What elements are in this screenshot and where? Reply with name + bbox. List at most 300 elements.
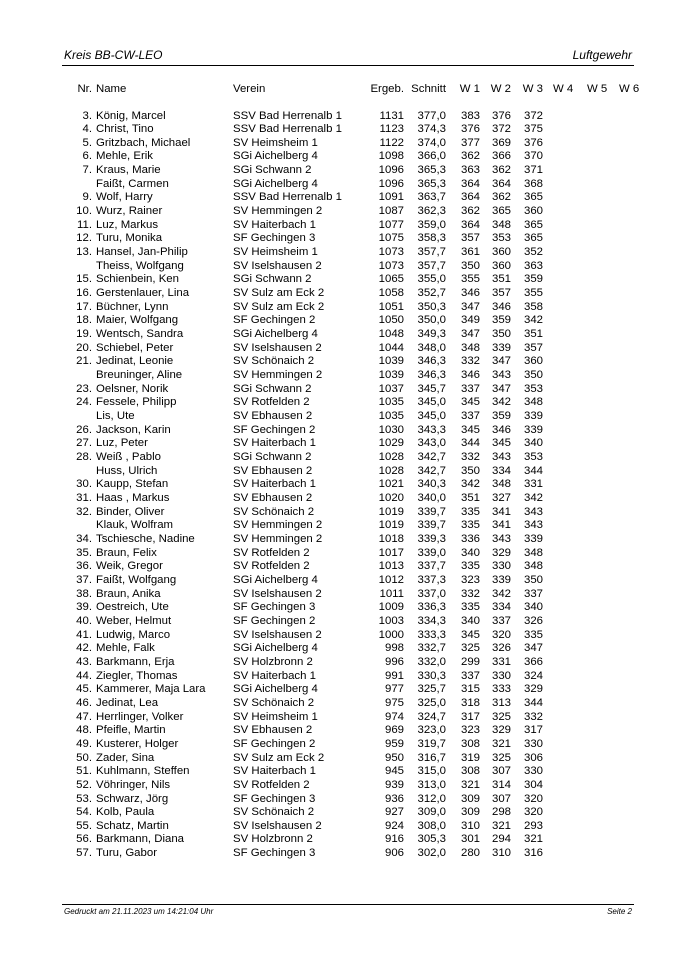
cell-rank: 37. (76, 573, 92, 586)
cell-name: Vöhringer, Nils (96, 778, 171, 791)
cell-w3: 376 (523, 136, 543, 149)
cell-w2: 298 (491, 806, 511, 819)
cell-w1: 340 (460, 546, 480, 559)
cell-average: 357,7 (417, 246, 446, 259)
cell-rank: 24. (76, 396, 92, 409)
cell-w1: 344 (460, 437, 480, 450)
cell-w1: 308 (460, 765, 480, 778)
cell-name: Jackson, Karin (96, 423, 171, 436)
cell-w2: 331 (491, 655, 511, 668)
cell-name: Theiss, Wolfgang (96, 259, 184, 272)
cell-average: 309,0 (417, 806, 446, 819)
cell-w1: 323 (460, 573, 480, 586)
cell-result: 1051 (378, 300, 404, 313)
cell-w2: 372 (491, 123, 511, 136)
cell-average: 350,3 (417, 300, 446, 313)
cell-w3: 348 (523, 546, 543, 559)
cell-w3: 329 (523, 683, 543, 696)
cell-w2: 325 (491, 710, 511, 723)
cell-w2: 313 (491, 696, 511, 709)
cell-w3: 360 (523, 205, 543, 218)
cell-name: Oelsner, Norik (96, 382, 169, 395)
cell-average: 365,3 (417, 164, 446, 177)
cell-name: Haas , Markus (96, 491, 170, 504)
cell-average: 358,3 (417, 232, 446, 245)
cell-w3: 339 (523, 410, 543, 423)
cell-w2: 350 (491, 328, 511, 341)
cell-result: 1029 (378, 437, 404, 450)
cell-w3: 339 (523, 423, 543, 436)
cell-result: 1019 (378, 519, 404, 532)
cell-w1: 337 (460, 669, 480, 682)
cell-average: 359,0 (417, 218, 446, 231)
cell-result: 1003 (378, 614, 404, 627)
cell-w2: 310 (491, 847, 511, 860)
cell-average: 342,7 (417, 464, 446, 477)
cell-name: Kraus, Marie (96, 164, 161, 177)
cell-w3: 324 (523, 669, 543, 682)
cell-rank: 9. (82, 191, 92, 204)
cell-w2: 341 (491, 505, 511, 518)
cell-name: Ziegler, Thomas (96, 669, 178, 682)
cell-result: 1021 (378, 478, 404, 491)
cell-rank (60, 410, 92, 424)
cell-average: 323,0 (417, 724, 446, 737)
cell-club: SV Hemmingen 2 (233, 369, 323, 382)
cell-average: 350,0 (417, 314, 446, 327)
cell-w1: 364 (460, 218, 480, 231)
cell-w2: 329 (491, 724, 511, 737)
col-verein-header: Verein (233, 83, 266, 95)
cell-rank: 52. (76, 778, 92, 791)
cell-w3: 353 (523, 451, 543, 463)
cell-club: SV Rotfelden 2 (233, 546, 310, 559)
cell-rank: 6. (82, 150, 92, 163)
cell-w3: 340 (523, 601, 543, 614)
page-number: Seite 2 (607, 907, 632, 916)
cell-w1: 309 (460, 806, 480, 819)
cell-w3: 351 (523, 328, 543, 341)
col-w1-header: W 1 (459, 83, 480, 95)
cell-average: 315,0 (417, 765, 446, 778)
cell-w1: 323 (460, 724, 480, 737)
cell-w3: 326 (523, 614, 543, 627)
header-title: Kreis BB-CW-LEO (64, 48, 163, 62)
cell-w3: 321 (523, 833, 543, 846)
cell-w2: 351 (491, 273, 511, 286)
cell-club: SV Heimsheim 1 (233, 246, 318, 259)
cell-w3: 348 (523, 396, 543, 409)
cell-w3: 320 (523, 806, 543, 819)
cell-average: 349,3 (417, 328, 446, 341)
cell-w1: 309 (460, 792, 480, 805)
cell-average: 365,3 (417, 177, 446, 190)
cell-rank (60, 369, 92, 383)
cell-average: 313,0 (417, 778, 446, 791)
col-w5-header: W 5 (587, 83, 608, 95)
cell-rank: 11. (77, 218, 92, 231)
cell-average: 374,0 (417, 136, 446, 149)
cell-result: 991 (384, 669, 404, 682)
cell-club: SGi Schwann 2 (233, 451, 312, 463)
cell-average: 337,0 (417, 587, 446, 600)
cell-w1: 335 (460, 505, 480, 518)
cell-w2: 348 (491, 478, 511, 491)
cell-w2: 365 (491, 205, 511, 218)
cell-name: Tschiesche, Nadine (96, 532, 195, 545)
cell-name: Wurz, Rainer (96, 205, 163, 218)
cell-w1: 346 (460, 287, 480, 300)
cell-club: SF Gechingen 2 (233, 423, 316, 436)
cell-club: SV Rotfelden 2 (233, 396, 310, 409)
cell-rank: 44. (76, 669, 92, 682)
cell-w1: 335 (460, 560, 480, 573)
cell-average: 325,0 (417, 696, 446, 709)
cell-club: SV Heimsheim 1 (233, 710, 318, 723)
cell-w2: 330 (491, 560, 511, 573)
cell-result: 1058 (378, 287, 404, 300)
cell-w2: 347 (491, 382, 511, 395)
cell-rank: 46. (76, 696, 92, 709)
cell-average: 345,7 (417, 382, 446, 395)
cell-w3: 358 (523, 300, 543, 313)
cell-average: 334,3 (417, 614, 446, 627)
cell-name: Büchner, Lynn (96, 300, 169, 313)
cell-rank: 34. (76, 532, 92, 545)
cell-average: 332,7 (417, 642, 446, 655)
cell-name: Zader, Sina (96, 751, 155, 764)
cell-average: 357,7 (417, 259, 446, 272)
cell-w1: 319 (460, 751, 480, 764)
cell-w3: 348 (523, 560, 543, 573)
cell-club: SGi Schwann 2 (233, 273, 312, 286)
cell-w1: 321 (460, 778, 480, 791)
cell-w3: 355 (523, 287, 543, 300)
cell-club: SV Schönaich 2 (233, 505, 315, 518)
cell-rank: 53. (76, 792, 92, 805)
cell-result: 1065 (378, 273, 404, 286)
cell-result: 927 (384, 806, 404, 819)
cell-rank: 43. (76, 655, 92, 668)
cell-name: Wentsch, Sandra (96, 328, 184, 341)
cell-average: 337,7 (417, 560, 446, 573)
col-nr-header: Nr. (77, 83, 92, 95)
cell-w2: 320 (491, 628, 511, 641)
cell-average: 312,0 (417, 792, 446, 805)
cell-w3: 365 (523, 191, 543, 204)
cell-name: Binder, Oliver (96, 505, 165, 518)
cell-name: Braun, Felix (96, 546, 157, 559)
cell-rank: 10. (76, 205, 92, 218)
cell-club: SV Ebhausen 2 (233, 464, 313, 477)
cell-w1: 335 (460, 601, 480, 614)
cell-w1: 362 (460, 150, 480, 163)
cell-average: 319,7 (417, 737, 446, 750)
cell-name: Gerstenlauer, Lina (96, 287, 190, 300)
cell-average: 325,7 (417, 683, 446, 696)
cell-w2: 359 (491, 314, 511, 327)
cell-w1: 347 (460, 328, 480, 341)
cell-rank: 31. (76, 491, 92, 504)
cell-name: Oestreich, Ute (96, 601, 169, 614)
cell-average: 339,0 (417, 546, 446, 559)
cell-rank: 55. (76, 819, 92, 832)
cell-w3: 337 (523, 587, 543, 600)
cell-name: Kammerer, Maja Lara (96, 683, 206, 696)
cell-w2: 346 (491, 423, 511, 436)
cell-result: 1096 (378, 164, 404, 177)
cell-w3: 293 (523, 819, 543, 832)
cell-w2: 307 (491, 765, 511, 778)
cell-result: 916 (384, 833, 404, 846)
cell-name: Pfeifle, Martin (96, 724, 166, 737)
cell-rank: 5. (82, 136, 92, 149)
cell-result: 1048 (378, 328, 404, 341)
cell-w1: 364 (460, 177, 480, 190)
cell-club: SF Gechingen 3 (233, 601, 316, 614)
cell-club: SF Gechingen 3 (233, 232, 316, 245)
cell-average: 308,0 (417, 819, 446, 832)
cell-name: Luz, Markus (96, 218, 159, 231)
cell-result: 1020 (378, 491, 404, 504)
cell-club: SV Iselshausen 2 (233, 259, 322, 272)
cell-w3: 357 (523, 341, 543, 354)
cell-result: 1018 (378, 532, 404, 545)
col-name-header: Name (96, 83, 127, 95)
cell-average: 332,0 (417, 655, 446, 668)
cell-result: 1035 (378, 396, 404, 409)
cell-w1: 332 (460, 355, 480, 368)
cell-rank: 27. (76, 437, 92, 450)
cell-rank: 15. (76, 273, 92, 286)
cell-name: Barkmann, Erja (96, 655, 175, 668)
cell-w2: 345 (491, 437, 511, 450)
cell-result: 1000 (378, 628, 404, 641)
cell-average: 352,7 (417, 287, 446, 300)
cell-w1: 376 (460, 123, 480, 136)
cell-w2: 333 (491, 683, 511, 696)
cell-w1: 347 (460, 300, 480, 313)
cell-rank: 49. (76, 737, 92, 750)
cell-club: SGi Schwann 2 (233, 164, 312, 177)
cell-w2: 339 (491, 341, 511, 354)
cell-w3: 372 (523, 109, 543, 122)
cell-average: 336,3 (417, 601, 446, 614)
cell-w3: 340 (523, 437, 543, 450)
cell-w3: 365 (523, 232, 543, 245)
cell-result: 1087 (378, 205, 404, 218)
cell-club: SF Gechingen 2 (233, 614, 316, 627)
cell-w2: 337 (491, 614, 511, 627)
cell-name: Jedinat, Lea (96, 696, 159, 709)
cell-club: SV Iselshausen 2 (233, 628, 322, 641)
cell-rank (60, 465, 92, 479)
print-date: Gedruckt am 21.11.2023 um 14:21:04 Uhr (64, 907, 214, 916)
cell-result: 1009 (378, 601, 404, 614)
cell-club: SV Haiterbach 1 (233, 765, 316, 778)
cell-w1: 280 (460, 847, 480, 860)
cell-club: SV Ebhausen 2 (233, 491, 313, 504)
cell-name: Schatz, Martin (96, 819, 169, 832)
cell-w2: 334 (491, 464, 511, 477)
cell-w3: 360 (523, 355, 543, 368)
cell-result: 1019 (378, 505, 404, 518)
cell-result: 959 (384, 737, 404, 750)
cell-w3: 344 (523, 464, 543, 477)
cell-rank: 39. (76, 601, 92, 614)
cell-w2: 343 (491, 451, 511, 463)
cell-name: Wolf, Harry (96, 191, 153, 204)
cell-rank: 4. (82, 123, 92, 136)
cell-average: 337,3 (417, 573, 446, 586)
cell-w2: 360 (491, 259, 511, 272)
cell-name: Kolb, Paula (96, 806, 155, 819)
cell-w1: 345 (460, 423, 480, 436)
cell-club: SV Ebhausen 2 (233, 724, 313, 737)
cell-w2: 339 (491, 573, 511, 586)
cell-average: 346,3 (417, 369, 446, 382)
cell-w3: 316 (523, 847, 543, 860)
cell-result: 1039 (378, 369, 404, 382)
cell-w1: 315 (460, 683, 480, 696)
cell-average: 355,0 (417, 273, 446, 286)
cell-club: SV Haiterbach 1 (233, 478, 316, 491)
cell-rank: 45. (76, 683, 92, 696)
cell-rank (60, 178, 92, 192)
cell-w3: 375 (523, 123, 543, 136)
cell-w1: 318 (460, 696, 480, 709)
cell-w2: 343 (491, 369, 511, 382)
cell-average: 330,3 (417, 669, 446, 682)
cell-result: 1011 (379, 587, 404, 600)
cell-w2: 341 (491, 519, 511, 532)
cell-w2: 360 (491, 246, 511, 259)
cell-average: 343,0 (417, 437, 446, 450)
cell-w3: 352 (523, 246, 543, 259)
cell-result: 936 (384, 792, 404, 805)
cell-rank: 30. (76, 478, 92, 491)
cell-name: Luz, Peter (96, 437, 148, 450)
cell-club: SV Iselshausen 2 (233, 587, 322, 600)
cell-club: SV Hemmingen 2 (233, 532, 323, 545)
cell-w3: 350 (523, 369, 543, 382)
cell-average: 366,0 (417, 150, 446, 163)
cell-average: 324,7 (417, 710, 446, 723)
cell-rank (60, 260, 92, 274)
cell-name: Christ, Tino (96, 123, 154, 136)
cell-rank: 26. (76, 423, 92, 436)
cell-w2: 366 (491, 150, 511, 163)
cell-club: SF Gechingen 3 (233, 847, 316, 860)
cell-name: Kusterer, Holger (96, 737, 179, 750)
cell-w2: 326 (491, 642, 511, 655)
cell-club: SSV Bad Herrenalb 1 (233, 123, 342, 136)
cell-w3: 365 (523, 218, 543, 231)
cell-name: Fessele, Philipp (96, 396, 177, 409)
cell-rank: 48. (76, 724, 92, 737)
cell-result: 1044 (378, 341, 404, 354)
cell-w2: 362 (491, 164, 511, 177)
cell-result: 996 (384, 655, 404, 668)
cell-w1: 348 (460, 341, 480, 354)
cell-w3: 353 (523, 382, 543, 395)
cell-w2: 307 (491, 792, 511, 805)
cell-average: 362,3 (417, 205, 446, 218)
cell-w3: 342 (523, 491, 543, 504)
cell-club: SV Iselshausen 2 (233, 819, 322, 832)
cell-result: 939 (384, 778, 404, 791)
col-w4-header: W 4 (553, 83, 574, 95)
cell-result: 1050 (378, 314, 404, 327)
col-ergeb-header: Ergeb. (370, 83, 404, 95)
cell-w1: 361 (460, 246, 480, 259)
cell-rank (60, 519, 92, 533)
cell-name: Mehle, Erik (96, 150, 153, 163)
cell-name: Herrlinger, Volker (96, 710, 184, 723)
cell-w3: 317 (523, 724, 543, 737)
cell-club: SF Gechingen 3 (233, 792, 316, 805)
cell-w2: 369 (491, 136, 511, 149)
cell-w1: 355 (460, 273, 480, 286)
cell-w1: 332 (460, 587, 480, 600)
col-w3-header: W 3 (522, 83, 543, 95)
cell-w2: 321 (491, 819, 511, 832)
cell-name: Hansel, Jan-Philip (96, 246, 188, 259)
cell-average: 333,3 (417, 628, 446, 641)
cell-w1: 340 (460, 614, 480, 627)
cell-rank: 7. (82, 164, 92, 177)
cell-rank: 41. (76, 628, 92, 641)
cell-w1: 336 (460, 532, 480, 545)
cell-w1: 345 (460, 628, 480, 641)
cell-result: 1017 (378, 546, 404, 559)
cell-rank: 17. (76, 300, 92, 313)
cell-rank: 20. (76, 341, 92, 354)
cell-rank: 3. (82, 109, 92, 122)
cell-w3: 332 (523, 710, 543, 723)
cell-w2: 348 (491, 218, 511, 231)
cell-rank: 19. (76, 328, 92, 341)
cell-rank: 32. (76, 505, 92, 518)
cell-result: 1131 (379, 109, 404, 122)
cell-result: 1091 (378, 191, 404, 204)
cell-w2: 342 (491, 587, 511, 600)
cell-w1: 325 (460, 642, 480, 655)
cell-average: 363,7 (417, 191, 446, 204)
cell-w2: 294 (491, 833, 511, 846)
cell-club: SV Schönaich 2 (233, 696, 315, 709)
cell-w3: 371 (523, 164, 543, 177)
cell-name: König, Marcel (96, 109, 166, 122)
cell-average: 346,3 (417, 355, 446, 368)
cell-rank: 35. (76, 546, 92, 559)
cell-w2: 346 (491, 300, 511, 313)
cell-result: 974 (384, 710, 404, 723)
cell-w3: 350 (523, 573, 543, 586)
cell-rank: 47. (76, 710, 92, 723)
cell-w3: 343 (523, 505, 543, 518)
cell-w1: 335 (460, 519, 480, 532)
cell-w1: 337 (460, 382, 480, 395)
cell-rank: 21. (76, 355, 92, 368)
cell-w1: 383 (460, 109, 480, 122)
header-discipline: Luftgewehr (572, 48, 632, 62)
cell-w3: 339 (523, 532, 543, 545)
cell-average: 316,7 (417, 751, 446, 764)
cell-name: Lis, Ute (96, 410, 135, 423)
cell-result: 1039 (378, 355, 404, 368)
cell-result: 1030 (378, 423, 404, 436)
